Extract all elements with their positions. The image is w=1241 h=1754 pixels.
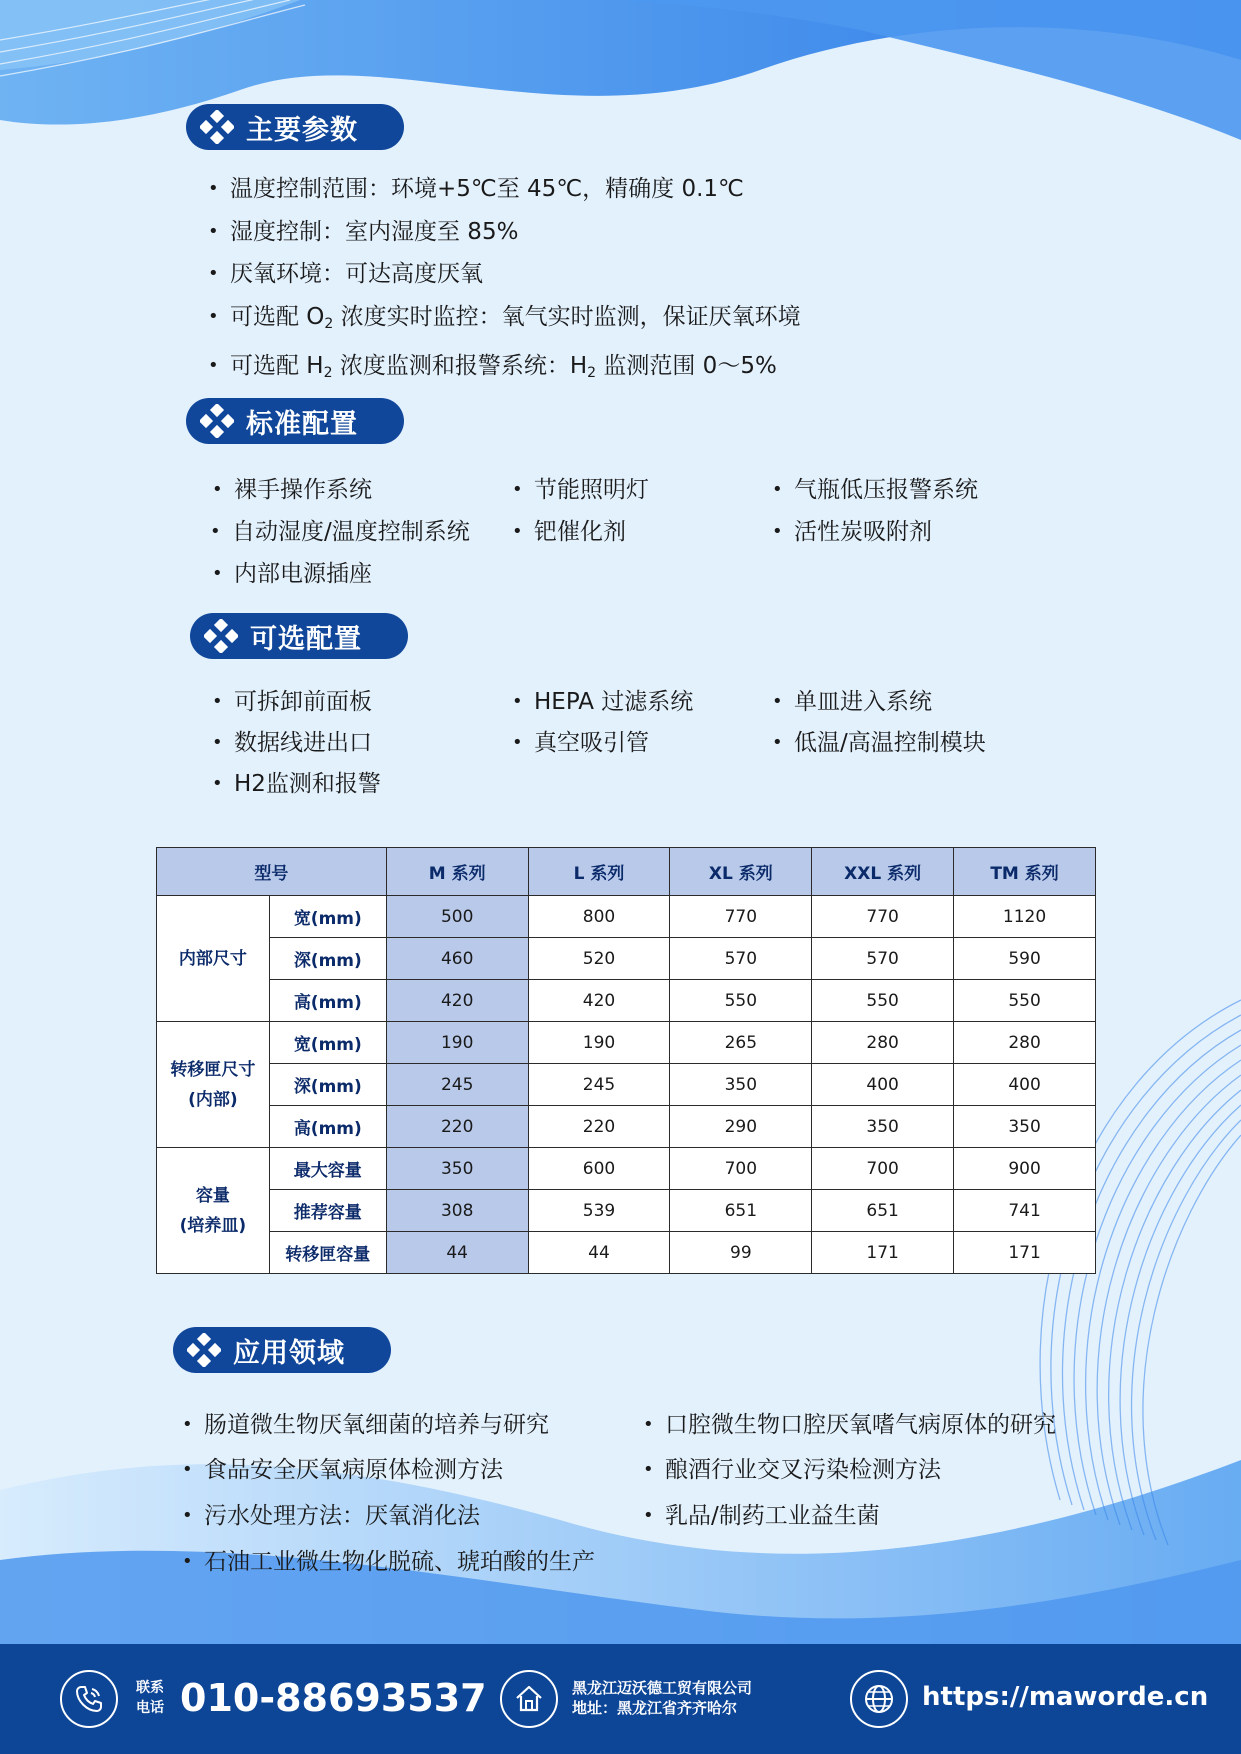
h2-text-post: 监测范围 0～5% [596,353,777,379]
table-cell: 550 [812,980,954,1022]
list-item: • 肠道微生物厌氧细菌的培养与研究 [182,1406,549,1439]
group-line: 转移匣尺寸 (内部) [170,1059,256,1110]
table-cell: 539 [528,1190,670,1232]
table-cell: 1120 [954,896,1096,938]
list-item-o2 [208,296,801,346]
table-cell: 190 [528,1022,670,1064]
o2-text-pre: 可选配 O [230,303,325,330]
company-info [572,1678,752,1718]
list-item: • 低温/高温控制模块 [772,724,986,757]
table-cell: 265 [670,1022,812,1064]
table-cell: 220 [386,1106,528,1148]
o2-subscript: 2 [324,315,334,332]
table-cell: 245 [386,1064,528,1106]
list-item: • 数据线进出口 [212,724,372,757]
table-cell: 900 [954,1148,1096,1190]
row-label: 高(mm) [269,980,386,1022]
table-cell: 770 [670,896,812,938]
list-item: • 单皿进入系统 [772,683,932,716]
table-cell: 400 [812,1064,954,1106]
table-row [157,1106,1096,1148]
table-cell: 220 [528,1106,670,1148]
header-cell: M 系列 [386,848,528,896]
table-cell: 190 [386,1022,528,1064]
list-item: • 可拆卸前面板 [212,683,372,716]
table-cell: 700 [812,1148,954,1190]
list-item: • HEPA 过滤系统 [512,683,693,716]
list-item: • 气瓶低压报警系统 [772,471,978,504]
table-cell: 280 [812,1022,954,1064]
section-title-text: 可选配置 [250,623,362,655]
table-cell: 171 [954,1232,1096,1274]
group-line: 容量 (培养皿) [179,1185,247,1236]
table-cell: 570 [812,938,954,980]
table-row [157,1148,1096,1190]
table-cell: 600 [528,1148,670,1190]
table-cell: 99 [670,1232,812,1274]
row-label: 深(mm) [269,1064,386,1106]
section-title-applications [173,1327,391,1373]
list-item: • 口腔微生物口腔厌氧嗜气病原体的研究 [643,1406,1056,1439]
table-cell: 171 [812,1232,954,1274]
table-cell: 800 [528,896,670,938]
list-item: • 湿度控制：室内湿度至 85% [208,211,801,254]
footer-bar [0,1644,1241,1754]
h2-text-pre: 可选配 H [230,353,324,379]
list-item: • 厌氧环境：可达高度厌氧 [208,253,801,296]
diamond-cluster-icon [200,110,234,144]
row-label: 宽(mm) [269,1022,386,1064]
table-cell: 245 [528,1064,670,1106]
list-item-h2 [208,345,801,395]
h2-text-mid: 浓度监测和报警系统：H [332,353,588,379]
table-cell: 550 [670,980,812,1022]
spec-table [156,847,1096,1274]
section-title-optional [190,613,408,659]
group-cell [157,1022,270,1148]
table-cell: 44 [386,1232,528,1274]
table-cell: 651 [670,1190,812,1232]
table-row [157,1022,1096,1064]
globe-icon-circle [850,1670,908,1728]
header-cell: XXL 系列 [812,848,954,896]
list-item: • 活性炭吸附剂 [772,513,932,546]
row-label: 高(mm) [269,1106,386,1148]
table-header-row [157,848,1096,896]
group-cell [157,1148,270,1274]
list-item: • H2监测和报警 [212,765,381,798]
table-cell: 400 [954,1064,1096,1106]
list-item: • 内部电源插座 [212,555,372,588]
table-row [157,980,1096,1022]
header-cell: XL 系列 [670,848,812,896]
table-cell: 700 [670,1148,812,1190]
section-title-text: 主要参数 [246,114,358,146]
row-label: 最大容量 [269,1148,386,1190]
row-label: 转移匣容量 [269,1232,386,1274]
table-cell: 500 [386,896,528,938]
h2-subscript: 2 [323,365,333,381]
list-item: • 石油工业微生物化脱硫、琥珀酸的生产 [182,1543,595,1576]
table-cell: 280 [954,1022,1096,1064]
table-cell: 770 [812,896,954,938]
section-title-text: 应用领域 [233,1337,345,1369]
list-item: • 乳品/制药工业益生菌 [643,1497,880,1530]
list-item: • 真空吸引管 [512,724,649,757]
home-icon [513,1683,545,1715]
phone-icon [73,1683,105,1715]
list-item: • 钯催化剂 [512,513,626,546]
table-cell: 350 [386,1148,528,1190]
row-label: 深(mm) [269,938,386,980]
company-name: 黑龙江迈沃德工贸有限公司 [572,1679,753,1697]
h2-subscript-2: 2 [587,365,597,381]
section-title-standard [186,398,404,444]
list-item: • 节能照明灯 [512,471,649,504]
group-cell: 内部尺寸 [157,896,270,1022]
diamond-cluster-icon [187,1333,221,1367]
company-address: 地址：黑龙江省齐齐哈尔 [572,1699,738,1717]
table-cell: 308 [386,1190,528,1232]
phone-label-line2: 电话 [136,1700,164,1716]
header-cell: L 系列 [528,848,670,896]
table-cell: 570 [670,938,812,980]
phone-number: 010-88693537 [180,1676,487,1720]
row-label: 宽(mm) [269,896,386,938]
header-cell: TM 系列 [954,848,1096,896]
phone-label-line1: 联系 [136,1680,164,1696]
home-icon-circle [500,1670,558,1728]
list-item: • 酿酒行业交叉污染检测方法 [643,1451,941,1484]
table-cell: 420 [386,980,528,1022]
table-cell: 350 [812,1106,954,1148]
phone-icon-circle [60,1670,118,1728]
table-cell: 741 [954,1190,1096,1232]
section-title-text: 标准配置 [246,408,358,440]
globe-icon [862,1682,896,1716]
table-body [157,896,1096,1274]
table-cell: 590 [954,938,1096,980]
o2-text-post: 浓度实时监控：氧气实时监测，保证厌氧环境 [333,303,801,330]
list-item: • 裸手操作系统 [212,471,372,504]
table-row [157,1232,1096,1274]
table-cell: 290 [670,1106,812,1148]
header-cell: 型号 [157,848,387,896]
table-cell: 550 [954,980,1096,1022]
table-row [157,896,1096,938]
table-row [157,938,1096,980]
table-cell: 350 [954,1106,1096,1148]
row-label: 推荐容量 [269,1190,386,1232]
table-cell: 350 [670,1064,812,1106]
list-item: • 温度控制范围：环境+5℃至 45℃，精确度 0.1℃ [208,168,801,211]
phone-label [136,1678,164,1718]
params-list [208,168,801,395]
table-cell: 651 [812,1190,954,1232]
table-cell: 44 [528,1232,670,1274]
website-link[interactable]: https://maworde.cn [922,1682,1209,1712]
diamond-cluster-icon [200,404,234,438]
list-item: • 食品安全厌氧病原体检测方法 [182,1451,503,1484]
diamond-cluster-icon [204,619,238,653]
table-cell: 520 [528,938,670,980]
list-item: • 污水处理方法：厌氧消化法 [182,1497,480,1530]
list-item: • 自动湿度/温度控制系统 [210,513,470,546]
table-cell: 460 [386,938,528,980]
table-cell: 420 [528,980,670,1022]
table-row [157,1064,1096,1106]
table-row [157,1190,1096,1232]
section-title-params [186,104,404,150]
